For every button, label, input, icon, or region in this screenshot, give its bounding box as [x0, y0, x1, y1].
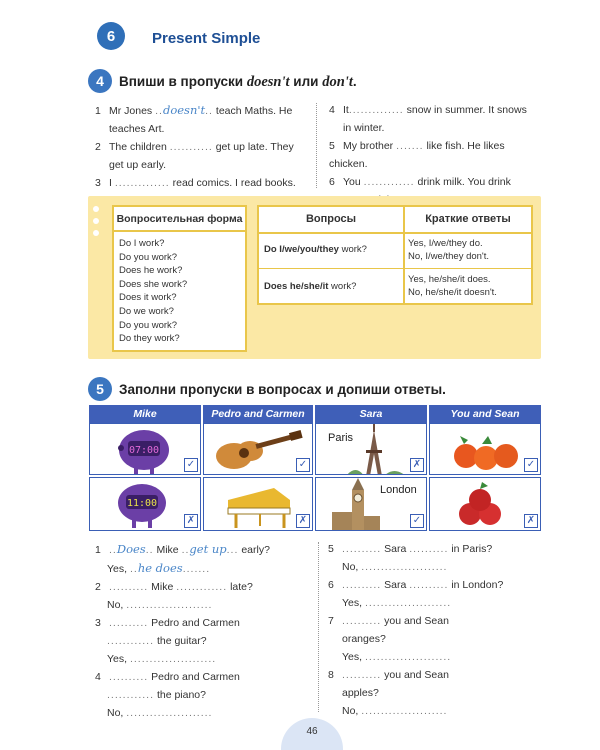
exercise-5-right-questions	[328, 540, 543, 720]
question-text: in London?	[451, 579, 504, 591]
picture-apples	[429, 477, 541, 531]
sentence-text: drink milk. You drink	[417, 176, 511, 188]
answer-start: No,	[342, 561, 359, 573]
question-text: in Paris?	[451, 543, 493, 555]
blank[interactable]: ..........	[109, 581, 149, 593]
column-divider	[316, 103, 317, 188]
question-number: 3	[95, 617, 101, 629]
question-number: 4	[95, 671, 101, 683]
short-answer: Yes, he/she/it does.	[408, 274, 491, 285]
blank[interactable]: ...........	[169, 141, 213, 153]
blank[interactable]: ..............	[114, 177, 170, 189]
blank[interactable]: ......................	[126, 707, 213, 719]
ex4-word-doesnt: doesn't	[246, 74, 290, 90]
blank[interactable]: ..........	[342, 579, 382, 591]
question-text: you and Sean	[384, 669, 449, 681]
sentence-text: I	[109, 177, 112, 189]
sentence-number: 4	[329, 104, 335, 116]
question-form-line: Does he work?	[119, 265, 183, 277]
exercise-4-title	[119, 74, 357, 91]
answer-start: Yes,	[342, 597, 363, 609]
check-mark: ✓	[524, 458, 538, 472]
ex5-answer-2	[95, 596, 315, 614]
blank[interactable]: ..........	[109, 671, 149, 683]
clock-time-11: 11:00	[126, 498, 158, 509]
question-number: 1	[95, 544, 101, 556]
question-row-2	[264, 281, 356, 292]
sentence-text: The children	[109, 141, 167, 153]
ex5-question-7	[328, 612, 543, 630]
picture-paris	[315, 423, 427, 475]
question-text: Sara	[384, 543, 407, 555]
question-form-table	[112, 205, 247, 352]
exercise-4-badge	[88, 69, 112, 93]
sentence-number: 6	[329, 176, 335, 188]
ex5-question-5	[328, 540, 543, 558]
short-answers-header: Краткие ответы	[425, 213, 511, 225]
sentence-text: snow in summer. It snows	[406, 104, 527, 116]
sentence-text: My brother	[343, 140, 394, 152]
short-answer: No, I/we/they don't.	[408, 251, 490, 262]
picture-oranges	[429, 423, 541, 475]
picture-piano	[203, 477, 313, 531]
question-subject: Does he/she/it	[264, 281, 329, 292]
exercise-5-number: 5	[96, 381, 104, 397]
answer-start: Yes,	[107, 653, 128, 665]
check-mark: ✓	[410, 514, 424, 528]
ex4-sentence-2	[95, 138, 310, 156]
blank[interactable]: ..........	[342, 669, 382, 681]
blank[interactable]: ......................	[364, 651, 452, 663]
sentence-number: 3	[95, 177, 101, 189]
ex5-answer-5	[328, 558, 543, 576]
question-form-list	[114, 232, 245, 346]
unit-number: 6	[106, 27, 116, 45]
sentence-text: teach Maths. He	[215, 105, 293, 117]
ex5-answer-8	[328, 702, 543, 720]
question-text: the guitar?	[156, 635, 207, 647]
sentence-continuation: teaches Art.	[109, 123, 165, 135]
question-form-line: Do I work?	[119, 238, 165, 249]
question-text: oranges?	[342, 633, 386, 645]
question-verb: work?	[328, 281, 357, 292]
ex5-answer-6	[328, 594, 543, 612]
handwritten-answer: he does	[137, 561, 183, 575]
ex4-sentence-1: 1 Mr Jones ..doesn't.. teach Maths. He	[95, 101, 310, 120]
question-form-line: Do you work?	[119, 319, 178, 331]
ex4-title-mid: или	[289, 74, 323, 89]
questions-header: Вопросы	[305, 213, 357, 225]
handwritten-answer: get up	[189, 542, 227, 556]
ex5-question-3	[95, 614, 315, 632]
ex5-answer-4	[95, 704, 315, 722]
unit-number-badge	[97, 22, 125, 50]
question-text: Pedro and Carmen	[151, 671, 240, 683]
question-text: early?	[241, 544, 270, 556]
question-text: you and Sean	[384, 615, 449, 627]
question-form-header: Вопросительная форма	[114, 207, 245, 232]
answer-row-2	[408, 273, 497, 299]
answer-start: No,	[342, 705, 359, 717]
blank[interactable]: ..........	[342, 615, 382, 627]
answer-start: No,	[107, 599, 124, 611]
blank[interactable]: ..........	[342, 543, 382, 555]
city-label-london: London	[380, 484, 417, 496]
column-header-pedro-carmen: Pedro and Carmen	[203, 405, 313, 423]
sentence-text: like fish. He likes chicken.	[329, 140, 505, 170]
table-divider	[259, 268, 531, 269]
picture-london	[315, 477, 427, 531]
question-row-1	[264, 244, 367, 255]
check-mark: ✓	[296, 458, 310, 472]
ex4-word-dont: don't	[322, 74, 353, 90]
city-label-paris: Paris	[328, 432, 354, 444]
short-answer: Yes, I/we/they do.	[408, 238, 483, 249]
cross-mark: ✗	[296, 514, 310, 528]
question-text: apples?	[342, 687, 379, 699]
sentence-continuation: in winter.	[343, 122, 385, 134]
ex5-question-1: 1 ..Does.. Mike ..get up... early?	[95, 540, 315, 559]
question-number: 2	[95, 581, 101, 593]
exercise-5-badge	[88, 377, 112, 401]
decor-dot	[93, 206, 99, 212]
blank[interactable]: ..........	[409, 543, 449, 555]
ex5-answer-3	[95, 650, 315, 668]
handwritten-answer: Does	[116, 542, 146, 556]
ex4-sentence-5	[329, 137, 544, 173]
unit-title: Present Simple	[152, 30, 261, 47]
sentence-number: 2	[95, 141, 101, 153]
picture-mike-alarm-7	[89, 423, 201, 475]
blank[interactable]: ......................	[126, 599, 213, 611]
blank[interactable]: ..........	[409, 579, 449, 591]
blank[interactable]: ............	[107, 689, 155, 701]
table-divider	[259, 232, 531, 234]
column-divider	[318, 542, 319, 712]
question-form-line: Does it work?	[119, 292, 177, 304]
ex5-question-8	[328, 666, 543, 684]
sentence-text: read comics. I read books.	[172, 177, 296, 189]
blank[interactable]: ......................	[361, 561, 448, 573]
exercise-4-left-column	[95, 101, 310, 192]
decor-dot	[93, 218, 99, 224]
question-text: late?	[230, 581, 253, 593]
ex5-question-6	[328, 576, 543, 594]
blank[interactable]: ......................	[364, 597, 452, 609]
blank[interactable]: .............	[363, 176, 415, 188]
sentence-text: You	[343, 176, 361, 188]
ex5-question-3-line2	[95, 632, 315, 650]
picture-guitar	[203, 423, 313, 475]
answer-start: No,	[107, 707, 124, 719]
question-text: Mike	[151, 581, 174, 593]
sentence-number: 1	[95, 105, 101, 117]
exercise-5-title: Заполни пропуски в вопросах и допиши ответы.	[119, 382, 446, 397]
sentence-continuation: get up early.	[109, 159, 167, 171]
answer-start: Yes,	[342, 651, 363, 663]
column-header-you-sean: You and Sean	[429, 405, 541, 423]
ex4-title-prefix: Впиши в пропуски	[119, 74, 247, 89]
answer-start: Yes,	[107, 563, 128, 575]
column-header-mike: Mike	[89, 405, 201, 423]
ex5-question-2	[95, 578, 315, 596]
sentence-text: It	[343, 104, 349, 116]
blank[interactable]: ......................	[129, 653, 217, 665]
blank[interactable]: ............	[107, 635, 155, 647]
blank[interactable]: ......................	[361, 705, 448, 717]
clock-time-7: 07:00	[128, 445, 160, 456]
question-verb: work?	[338, 244, 367, 255]
sentence-text: get up late. They	[215, 141, 294, 153]
question-form-line: Do you work?	[119, 251, 178, 263]
short-answers-table	[257, 205, 533, 305]
ex4-sentence-3	[95, 174, 310, 192]
page-number: 46	[306, 726, 318, 737]
ex5-question-4-line2	[95, 686, 315, 704]
picture-mike-alarm-11	[89, 477, 201, 531]
blank[interactable]: .......	[396, 140, 424, 152]
question-text: the piano?	[156, 689, 206, 701]
question-number: 5	[328, 543, 334, 555]
question-form-line: Do we work?	[119, 305, 174, 317]
ex4-title-end: .	[352, 74, 357, 89]
blank[interactable]: ..........	[109, 617, 149, 629]
answer-row-1	[408, 237, 489, 263]
ex5-answer-7	[328, 648, 543, 666]
exercise-5-left-questions	[95, 540, 315, 722]
decor-dot	[93, 230, 99, 236]
question-form-line: Does she work?	[119, 278, 188, 290]
question-subject: Do I/we/you/they	[264, 244, 339, 255]
ex5-answer-1: Yes, ..he does.......	[107, 561, 211, 575]
question-number: 8	[328, 669, 334, 681]
sentence-number: 5	[329, 140, 335, 152]
sentence-text: Mr Jones	[109, 105, 153, 117]
exercise-4-number: 4	[96, 73, 104, 89]
short-answer: No, he/she/it doesn't.	[408, 287, 497, 298]
ex4-sentence-4	[329, 101, 544, 119]
question-text: Mike	[156, 544, 179, 556]
blank[interactable]: .............	[176, 581, 228, 593]
question-form-line: Do they work?	[119, 333, 180, 345]
cross-mark: ✗	[184, 514, 198, 528]
question-text: Sara	[384, 579, 407, 591]
question-text: Pedro and Carmen	[151, 617, 240, 629]
handwritten-answer: doesn't	[162, 103, 206, 117]
ex4-sentence-6	[329, 173, 544, 191]
question-number: 7	[328, 615, 334, 627]
cross-mark: ✗	[524, 514, 538, 528]
check-mark: ✓	[184, 458, 198, 472]
cross-mark: ✗	[410, 458, 424, 472]
question-number: 6	[328, 579, 334, 591]
ex5-question-4	[95, 668, 315, 686]
blank[interactable]: ..............	[348, 104, 404, 116]
column-header-sara: Sara	[315, 405, 427, 423]
exercise-4-right-column	[329, 101, 544, 209]
